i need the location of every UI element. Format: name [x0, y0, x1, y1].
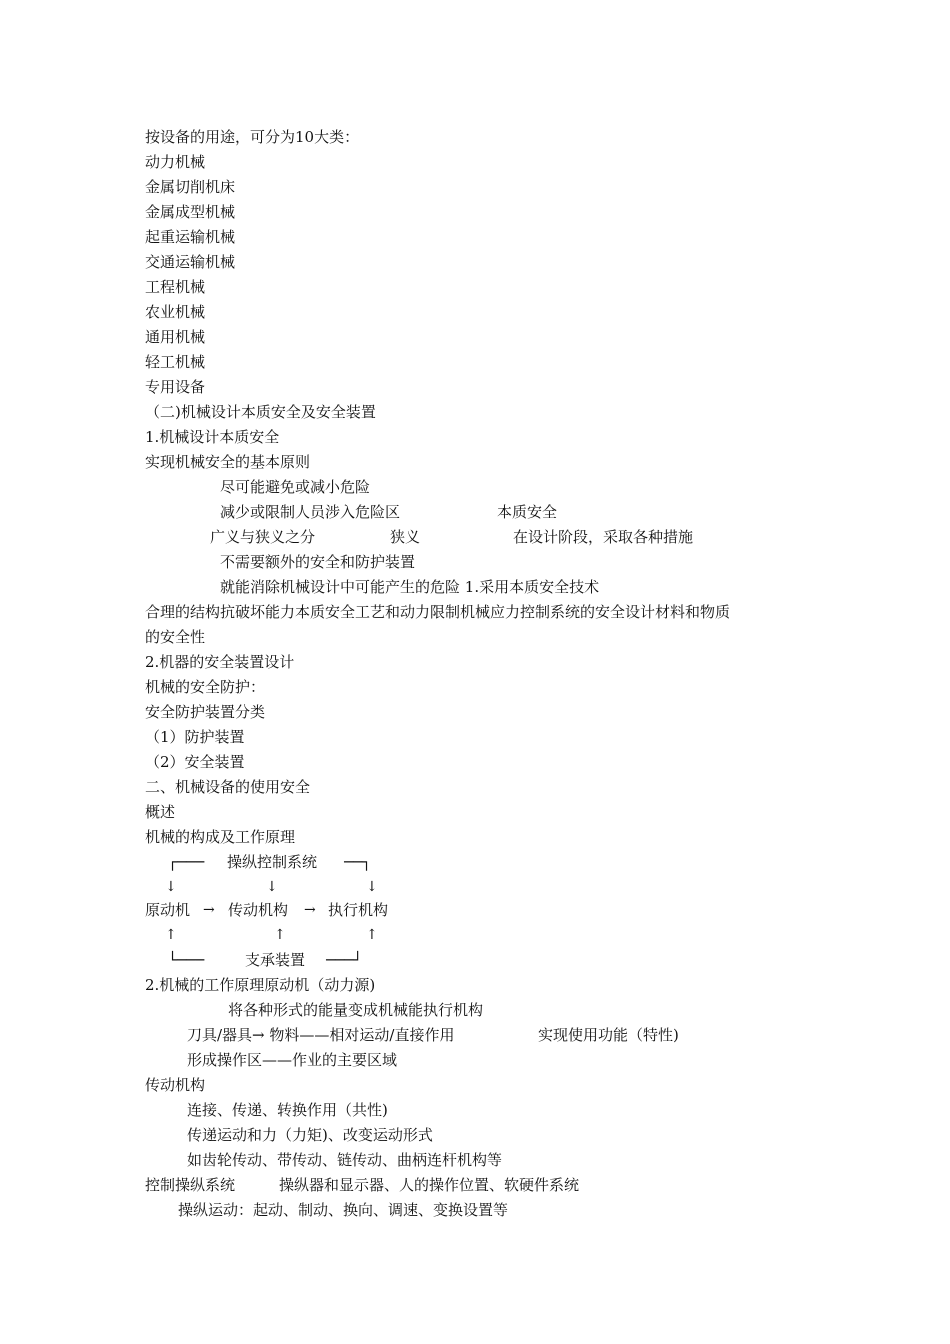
text-line: 安全防护装置分类	[145, 703, 266, 721]
list-item: （1）防护装置	[145, 728, 245, 746]
text-line: 广义与狭义之分	[210, 528, 316, 546]
section-heading: 二、机械设备的使用安全	[145, 778, 311, 796]
text-line: 的安全性	[145, 628, 206, 646]
text-line: 概述	[145, 803, 176, 821]
category-item: 农业机械	[145, 303, 206, 321]
subsection-heading: 2.机械的工作原理原动机（动力源)	[145, 976, 376, 994]
diagram-bottom-label: 支承装置	[245, 951, 306, 969]
executor-node: 执行机构	[328, 901, 389, 919]
text-line: 如齿轮传动、带传动、链传动、曲柄连杆机构等	[187, 1151, 503, 1169]
text-line: 传递运动和力（力矩)、改变运动形式	[187, 1126, 433, 1144]
transmission-node: 传动机构	[228, 901, 289, 919]
text-line: 机械的构成及工作原理	[145, 828, 296, 846]
text-line: 不需要额外的安全和防护装置	[220, 553, 416, 571]
text-line: 合理的结构抗破坏能力本质安全工艺和动力限制机械应力控制系统的安全设计材料和物质	[145, 603, 731, 621]
diagram-top-label: 操纵控制系统	[227, 853, 318, 871]
intro-line: 按设备的用途，可分为10大类：	[145, 128, 360, 146]
section-heading: （二)机械设计本质安全及安全装置	[145, 403, 376, 421]
arrow-right: →	[203, 902, 215, 918]
category-item: 金属成型机械	[145, 203, 236, 221]
corner-bottom-right: ───┘	[326, 951, 363, 969]
arrow-down: ↓	[266, 879, 278, 895]
category-item: 工程机械	[145, 278, 206, 296]
text-line: 控制操纵系统	[145, 1176, 236, 1194]
corner-top-right: ──┐	[344, 853, 372, 871]
text-line: 在设计阶段，采取各种措施	[513, 528, 694, 546]
text-line: 狭义	[390, 528, 421, 546]
corner-bottom-left: └───	[168, 951, 205, 969]
arrow-up: ↑	[366, 927, 378, 943]
category-item: 通用机械	[145, 328, 206, 346]
text-line: 连接、传递、转换作用（共性)	[187, 1101, 388, 1119]
arrow-down: ↓	[165, 879, 177, 895]
arrow-right: →	[304, 902, 316, 918]
arrow-up: ↑	[274, 927, 286, 943]
text-line: 尽可能避免或减小危险	[220, 478, 371, 496]
text-line: 将各种形式的能量变成机械能执行机构	[228, 1001, 484, 1019]
text-line: 减少或限制人员涉入危险区	[220, 503, 401, 521]
text-line: 实现使用功能（特性)	[538, 1026, 679, 1044]
category-item: 起重运输机械	[145, 228, 236, 246]
arrow-up: ↑	[165, 927, 177, 943]
text-line: 刀具/器具→ 物料——相对运动/直接作用	[187, 1026, 455, 1044]
text-line: 本质安全	[497, 503, 558, 521]
arrow-down: ↓	[366, 879, 378, 895]
text-line: 操纵器和显示器、人的操作位置、软硬件系统	[279, 1176, 580, 1194]
text-line: 机械的安全防护：	[145, 678, 266, 696]
subsection-heading: 2.机器的安全装置设计	[145, 653, 295, 671]
prime-mover-node: 原动机	[145, 901, 191, 919]
subsection-heading: 1.机械设计本质安全	[145, 428, 280, 446]
text-line: 就能消除机械设计中可能产生的危险 1.采用本质安全技术	[220, 578, 600, 596]
category-item: 轻工机械	[145, 353, 206, 371]
category-item: 动力机械	[145, 153, 206, 171]
text-line: 实现机械安全的基本原则	[145, 453, 311, 471]
category-item: 金属切削机床	[145, 178, 236, 196]
text-line: 形成操作区——作业的主要区域	[187, 1051, 398, 1069]
text-line: 操纵运动：起动、制动、换向、调速、变换设置等	[178, 1201, 509, 1219]
corner-top-left: ┌───	[168, 853, 205, 871]
list-item: （2）安全装置	[145, 753, 245, 771]
text-line: 传动机构	[145, 1076, 206, 1094]
category-item: 专用设备	[145, 378, 206, 396]
category-item: 交通运输机械	[145, 253, 236, 271]
